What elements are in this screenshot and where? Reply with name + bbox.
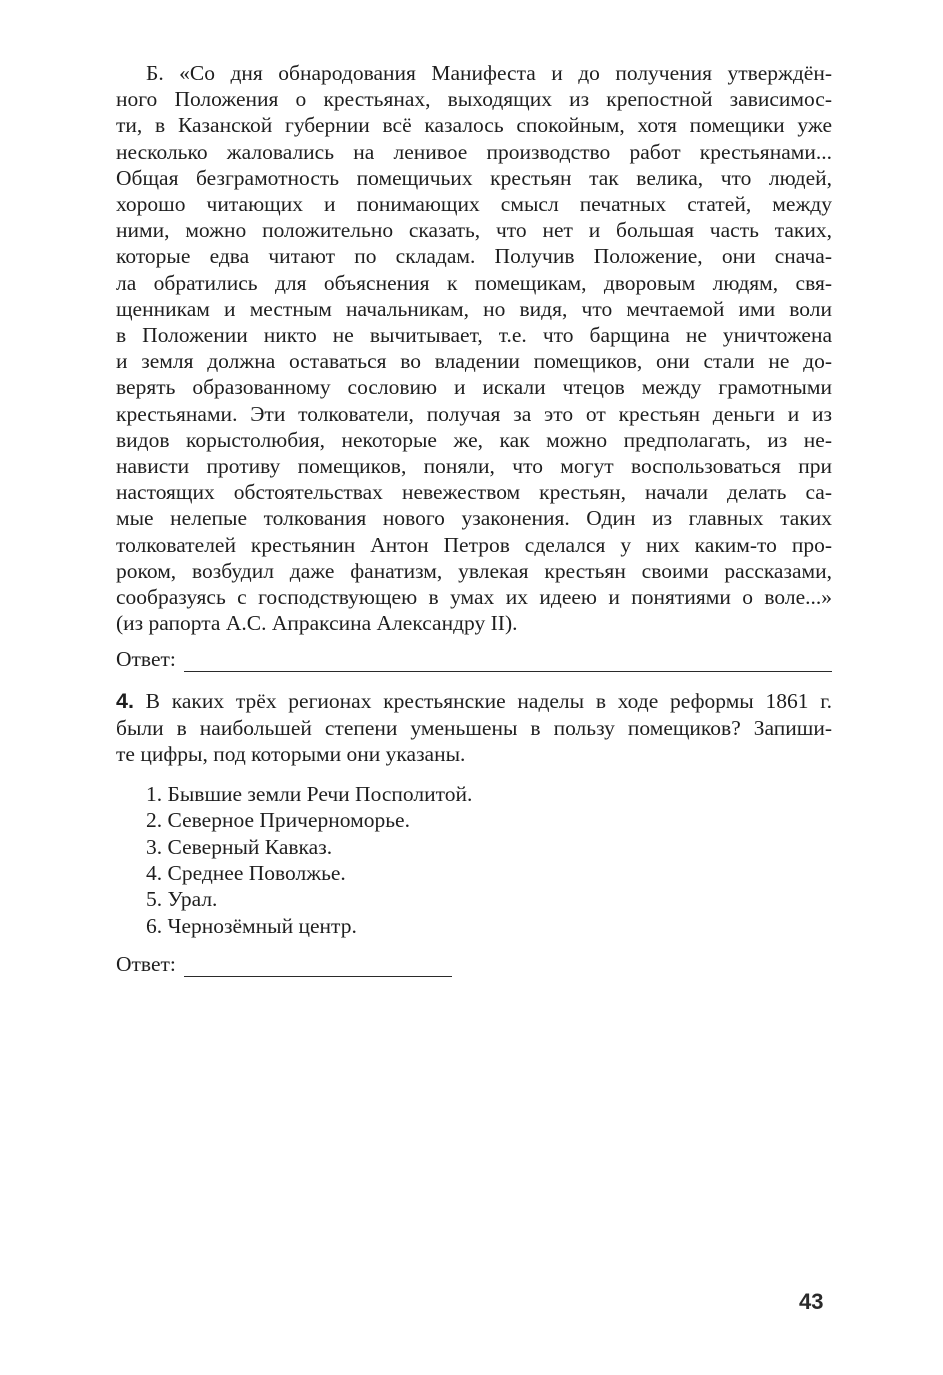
passage-line: ними, можно положительно сказать, что нет и большая часть таких, — [116, 218, 832, 243]
passage-line: верять образованному сословию и искали чтецов между грамотными — [116, 375, 832, 400]
passage-line: крестьянами. Эти толкователи, получая за это от крестьян деньги и из — [116, 401, 832, 426]
answer-label: Ответ: — [116, 951, 176, 976]
passage-line: видов корыстолюбия, некоторые же, как можно предполагать, из не- — [116, 427, 832, 452]
passage-line: которые едва читают по складам. Получив Положение, они снача- — [116, 244, 832, 269]
passage-line: щенникам и местным начальникам, но видя, что мечтаемой ими воли — [116, 296, 832, 321]
answer-options — [116, 781, 832, 939]
passage-line: несколько жаловались на ленивое производство работ крестьянами... — [116, 139, 832, 164]
passage-line: настоящих обстоятельствах невежеством крестьян, начали делать са- — [116, 480, 832, 505]
option-item: 2. Северное Причерноморье. — [146, 808, 410, 833]
passage-line: мые нелепые толкования нового узаконения. Один из главных таких — [116, 506, 832, 531]
answer-row-1 — [116, 646, 832, 672]
page-number: 43 — [799, 1289, 824, 1314]
source-passage — [116, 60, 832, 636]
passage-line: ла обратились для объяснения к помещикам, дворовым людям, свя- — [116, 270, 832, 295]
question-4 — [116, 688, 832, 938]
question-line — [116, 688, 832, 714]
question-line: были в наибольшей степени уменьшены в пользу помещиков? Запиши- — [116, 715, 832, 740]
passage-line: ного Положения о крестьянах, выходящих из крепостной зависимос- — [116, 87, 832, 112]
passage-line: роком, возбудил даже фанатизм, увлекая крестьян своими рассказами, — [116, 558, 832, 583]
passage-line: в Положении никто не вычитывает, т.е. что барщина не уничтожена — [116, 323, 832, 348]
answer-line-2[interactable] — [184, 956, 452, 977]
passage-line: толкователей крестьянин Антон Петров сделался у них каким-то про- — [116, 532, 832, 557]
page-content — [116, 60, 832, 977]
option-item: 1. Бывшие земли Речи Посполитой. — [146, 782, 473, 807]
question-number: 4. — [116, 689, 134, 714]
passage-line: Б. «Со дня обнародования Манифеста и до получения утверждён- — [146, 61, 832, 85]
passage-line: нависти противу помещиков, поняли, что могут воспользоваться при — [116, 454, 832, 479]
question-line: те цифры, под которыми они указаны. — [116, 741, 466, 766]
question-text: В каких трёх регионах крестьянские наделы в ходе реформы 1861 г. — [133, 689, 832, 714]
option-item: 5. Урал. — [146, 887, 218, 912]
option-item: 4. Среднее Поволжье. — [146, 860, 346, 885]
passage-line: ти, в Казанской губернии всё казалось спокойным, хотя помещики уже — [116, 113, 832, 138]
answer-line-1[interactable] — [184, 651, 832, 672]
passage-source-line: (из рапорта А.С. Апраксина Александру II). — [116, 611, 518, 636]
passage-line: сообразуясь с господствующею в умах их идеею и понятиями о воле...» — [116, 585, 832, 610]
answer-label: Ответ: — [116, 647, 176, 672]
passage-line: Общая безграмотность помещичьих крестьян так велика, что людей, — [116, 165, 832, 190]
option-item: 6. Чернозёмный центр. — [146, 913, 357, 938]
option-item: 3. Северный Кавказ. — [146, 834, 333, 859]
passage-line: и земля должна оставаться во владении помещиков, они стали не до- — [116, 349, 832, 374]
answer-row-2 — [116, 951, 832, 977]
passage-line: хорошо читающих и понимающих смысл печатных статей, между — [116, 192, 832, 217]
